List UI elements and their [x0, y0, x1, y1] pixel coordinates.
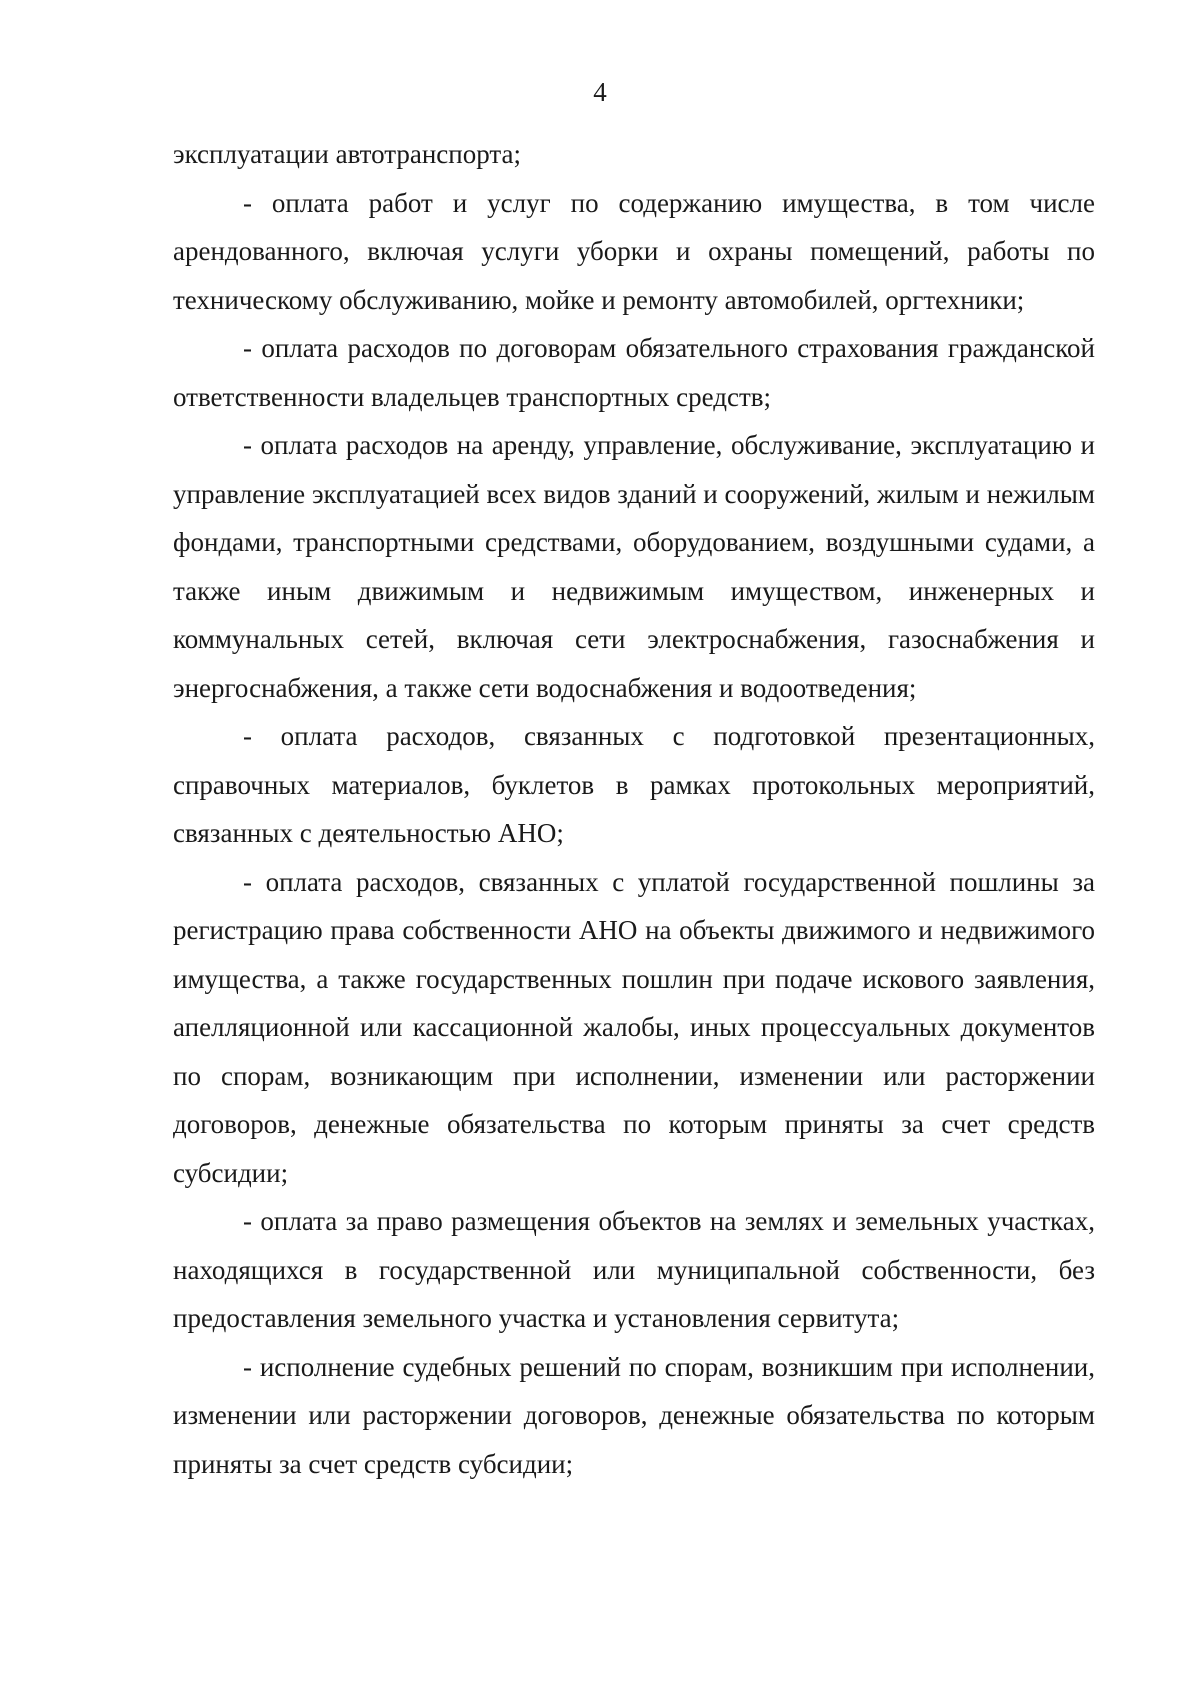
paragraph-presentation-materials: - оплата расходов, связанных с подготовкой презентационных, справочных материалов, буклетов в рамках протокольных мероприятий, связанных с деятельностью АНО;: [173, 721, 1095, 848]
paragraph-continuation: эксплуатации автотранспорта;: [173, 139, 521, 169]
paragraph-property-maintenance: - оплата работ и услуг по содержанию имущества, в том числе арендованного, включая услуги уборки и охраны помещений, работы по техническому обслуживанию, мойке и ремонту автомобилей, оргтехники;: [173, 187, 1095, 315]
paragraph-rent-and-operation: - оплата расходов на аренду, управление, обслуживание, эксплуатацию и управление эксплуатацией всех видов зданий и сооружений, жилым и нежилым фондами, транспортными средствами, оборудованием, воздушными судами, а также иным движимым и недвижимым имуществом, инженерных и коммунальных сетей, включая сети электроснабжения, газоснабжения и энергоснабжения, а также сети водоснабжения и водоотведения;: [173, 430, 1095, 703]
document-body: [173, 130, 1095, 1488]
paragraph-state-duty: - оплата расходов, связанных с уплатой государственной пошлины за регистрацию права собственности АНО на объекты движимого и недвижимого имущества, а также государственных пошлин при подаче искового заявления, апелляционной или кассационной жалобы, иных процессуальных документов по спорам, возникающим при исполнении, изменении или расторжении договоров, денежные обязательства по которым приняты за счет средств субсидии;: [173, 866, 1095, 1188]
paragraph-court-decisions: - исполнение судебных решений по спорам, возникшим при исполнении, изменении или расторжении договоров, денежные обязательства по которым приняты за счет средств субсидии;: [173, 1351, 1095, 1479]
paragraph-insurance: - оплата расходов по договорам обязательного страхования гражданской ответственности владельцев транспортных средств;: [173, 333, 1095, 412]
paragraph-land-placement: - оплата за право размещения объектов на землях и земельных участках, находящихся в государственной или муниципальной собственности, без предоставления земельного участка и установления сервитута;: [173, 1206, 1095, 1333]
page-number: 4: [593, 77, 607, 107]
